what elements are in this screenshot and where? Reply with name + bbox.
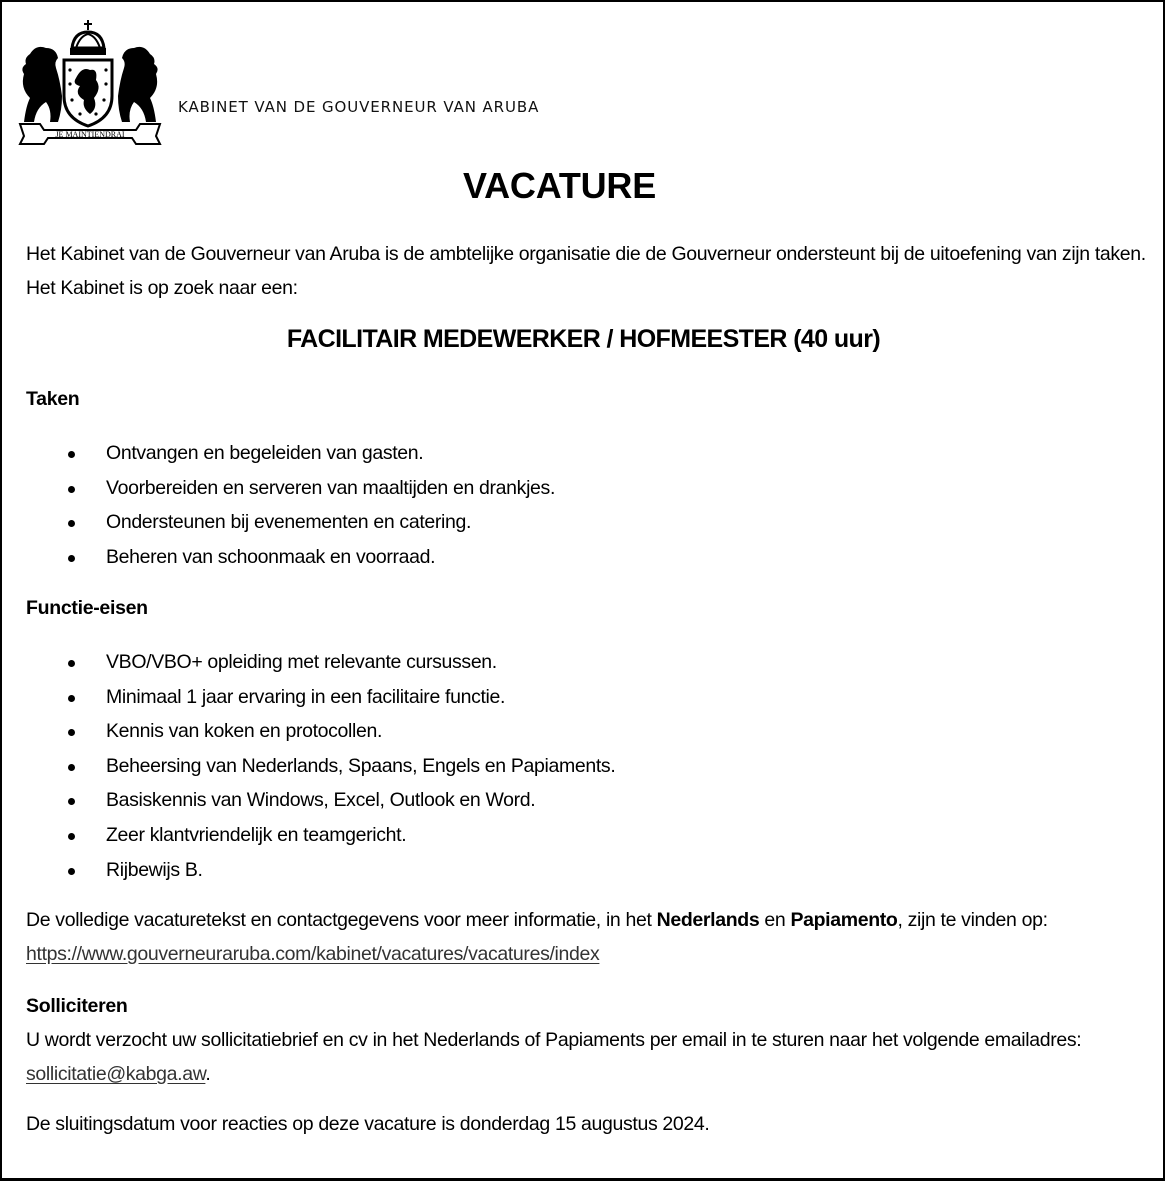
bullet-icon bbox=[68, 833, 75, 840]
job-title: FACILITAIR MEDEWERKER / HOFMEESTER (40 uur) bbox=[286, 325, 881, 353]
solliciteren-paragraph: U wordt verzocht uw sollicitatiebrief en cv in het Nederlands of Papiaments per email in te sturen naar het volgende emailadres: sollicitatie@kabga.aw. bbox=[26, 1029, 1082, 1085]
bullet-icon bbox=[68, 695, 75, 702]
list-item: Basiskennis van Windows, Excel, Outlook en Word. bbox=[62, 783, 615, 818]
email-link[interactable]: sollicitatie@kabga.aw bbox=[26, 1063, 206, 1085]
bullet-icon bbox=[68, 486, 75, 493]
taken-list bbox=[62, 436, 555, 574]
intro-paragraph: Het Kabinet van de Gouverneur van Aruba is de ambtelijke organisatie die de Gouverneur ondersteunt bij de uitoefening van zijn taken. Het Kabinet is op zoek naar een: bbox=[26, 243, 1146, 299]
vacatures-url-link[interactable]: https://www.gouverneuraruba.com/kabinet/vacatures/vacatures/index bbox=[26, 943, 600, 965]
list-item: Voorbereiden en serveren van maaltijden en drankjes. bbox=[62, 471, 555, 506]
list-item: Kennis van koken en protocollen. bbox=[62, 714, 615, 749]
bold-papiamento: Papiamento bbox=[790, 909, 898, 931]
bullet-icon bbox=[68, 660, 75, 667]
organization-name: KABINET VAN DE GOUVERNEUR VAN ARUBA bbox=[178, 98, 540, 116]
bullet-icon bbox=[68, 868, 75, 875]
section-heading-solliciteren: Solliciteren bbox=[26, 995, 128, 1017]
functie-eisen-list bbox=[62, 645, 615, 887]
bullet-icon bbox=[68, 555, 75, 562]
list-item: Beheren van schoonmaak en voorraad. bbox=[62, 540, 555, 575]
page-title: VACATURE bbox=[462, 165, 657, 206]
list-item: Ontvangen en begeleiden van gasten. bbox=[62, 436, 555, 471]
coat-of-arms-logo-icon bbox=[10, 18, 170, 146]
list-item: Minimaal 1 jaar ervaring in een facilitaire functie. bbox=[62, 680, 615, 715]
list-item: VBO/VBO+ opleiding met relevante cursussen. bbox=[62, 645, 615, 680]
closing-date-paragraph: De sluitingsdatum voor reacties op deze vacature is donderdag 15 augustus 2024. bbox=[26, 1113, 710, 1135]
bullet-icon bbox=[68, 451, 75, 458]
list-item: Rijbewijs B. bbox=[62, 853, 615, 888]
info-paragraph: De volledige vacaturetekst en contactgegevens voor meer informatie, in het Nederlands en Papiamento, zijn te vinden op: https://www.gouverneuraruba.com/kabinet/vacatures/vacatures/index bbox=[26, 909, 1048, 965]
list-item: Beheersing van Nederlands, Spaans, Engels en Papiaments. bbox=[62, 749, 615, 784]
bullet-icon bbox=[68, 729, 75, 736]
list-item: Zeer klantvriendelijk en teamgericht. bbox=[62, 818, 615, 853]
page-header bbox=[10, 18, 610, 148]
bullet-icon bbox=[68, 764, 75, 771]
logo-motto: JE MAINTIENDRAI bbox=[55, 130, 125, 139]
section-heading-taken: Taken bbox=[26, 388, 80, 410]
bullet-icon bbox=[68, 798, 75, 805]
bold-nederlands: Nederlands bbox=[656, 909, 760, 931]
list-item: Ondersteunen bij evenementen en catering. bbox=[62, 505, 555, 540]
section-heading-functie-eisen: Functie-eisen bbox=[26, 597, 148, 619]
bullet-icon bbox=[68, 520, 75, 527]
